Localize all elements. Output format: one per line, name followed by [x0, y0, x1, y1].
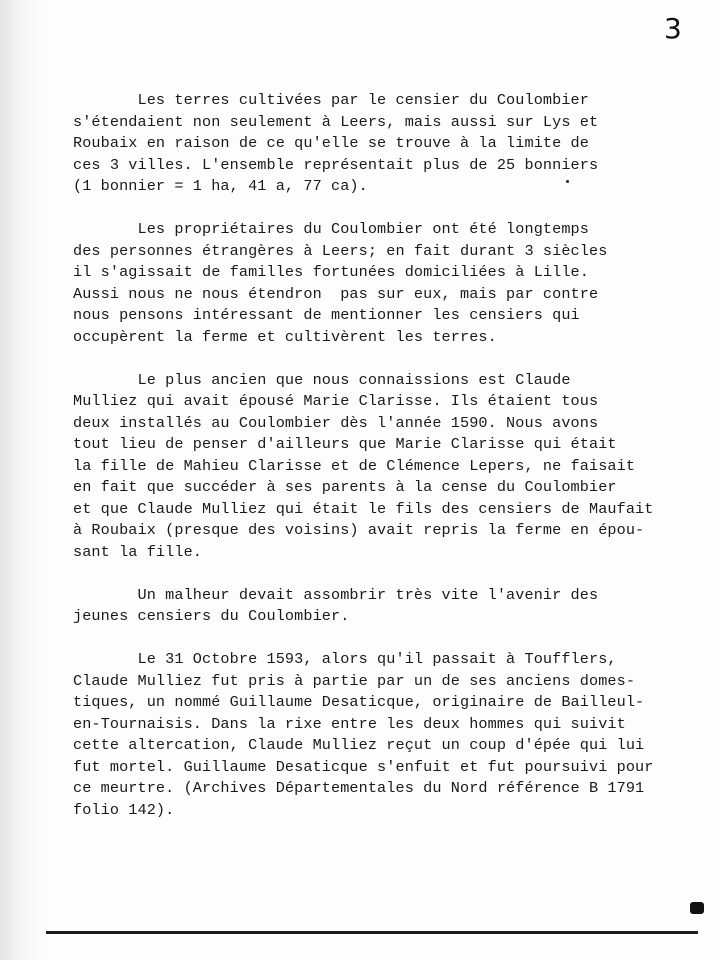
paragraph-4	[73, 585, 693, 628]
text-line: sant la fille.	[73, 542, 202, 561]
text-line: Le plus ancien que nous connaissions est Claude	[73, 370, 571, 389]
text-line: folio 142).	[73, 800, 175, 819]
text-line: Claude Mulliez fut pris à partie par un de ses anciens domes-	[73, 671, 636, 690]
text-line: Les propriétaires du Coulombier ont été longtemps	[73, 220, 589, 238]
text-line: en fait que succéder à ses parents à la cense du Coulombier	[73, 478, 617, 496]
paragraph-5	[73, 649, 693, 821]
text-line: Le 31 Octobre 1593, alors qu'il passait à Toufflers,	[73, 650, 617, 668]
text-line: en-Tournaisis. Dans la rixe entre les deux hommes qui suivit	[73, 714, 626, 733]
page-number: 3	[664, 12, 682, 45]
bottom-rule	[46, 931, 698, 934]
paragraph-3	[73, 370, 693, 564]
text-line: nous pensons intéressant de mentionner les censiers qui	[73, 306, 580, 324]
text-line: ces 3 villes. L'ensemble représentait plus de 25 bonniers	[73, 155, 599, 174]
scan-speck	[566, 180, 569, 183]
text-line: jeunes censiers du Coulombier.	[73, 607, 350, 625]
text-line: Mulliez qui avait épousé Marie Clarisse. Ils étaient tous	[73, 392, 599, 410]
text-line: il s'agissait de familles fortunées domiciliées à Lille.	[73, 263, 589, 281]
corner-mark	[690, 902, 704, 914]
paragraph-2	[73, 219, 693, 348]
text-line: des personnes étrangères à Leers; en fait durant 3 siècles	[73, 241, 608, 260]
text-line: Un malheur devait assombrir très vite l'avenir des	[73, 585, 599, 604]
text-line: deux installés au Coulombier dès l'année 1590. Nous avons	[73, 413, 599, 432]
text-line: occupèrent la ferme et cultivèrent les terres.	[73, 327, 497, 346]
text-line: et que Claude Mulliez qui était le fils des censiers de Maufait	[73, 499, 654, 518]
text-line: tout lieu de penser d'ailleurs que Marie Clarisse qui était	[73, 435, 617, 453]
text-line: (1 bonnier = 1 ha, 41 a, 77 ca).	[73, 177, 368, 195]
text-line: fut mortel. Guillaume Desaticque s'enfuit et fut poursuivi pour	[73, 757, 654, 776]
binding-shadow	[0, 0, 46, 960]
text-line: ce meurtre. (Archives Départementales du Nord référence B 1791	[73, 779, 645, 797]
text-line: Les terres cultivées par le censier du Coulombier	[73, 91, 589, 109]
text-line: à Roubaix (presque des voisins) avait repris la ferme en épou-	[73, 521, 645, 539]
document-body	[73, 90, 693, 843]
text-line: Aussi nous ne nous étendron pas sur eux, mais par contre	[73, 284, 599, 303]
paragraph-1	[73, 90, 693, 198]
text-line: s'étendaient non seulement à Leers, mais aussi sur Lys et	[73, 112, 599, 131]
text-line: cette altercation, Claude Mulliez reçut un coup d'épée qui lui	[73, 736, 645, 754]
text-line: tiques, un nommé Guillaume Desaticque, originaire de Bailleul-	[73, 693, 645, 711]
text-line: la fille de Mahieu Clarisse et de Clémence Lepers, ne faisait	[73, 456, 636, 475]
text-line: Roubaix en raison de ce qu'elle se trouve à la limite de	[73, 134, 589, 152]
